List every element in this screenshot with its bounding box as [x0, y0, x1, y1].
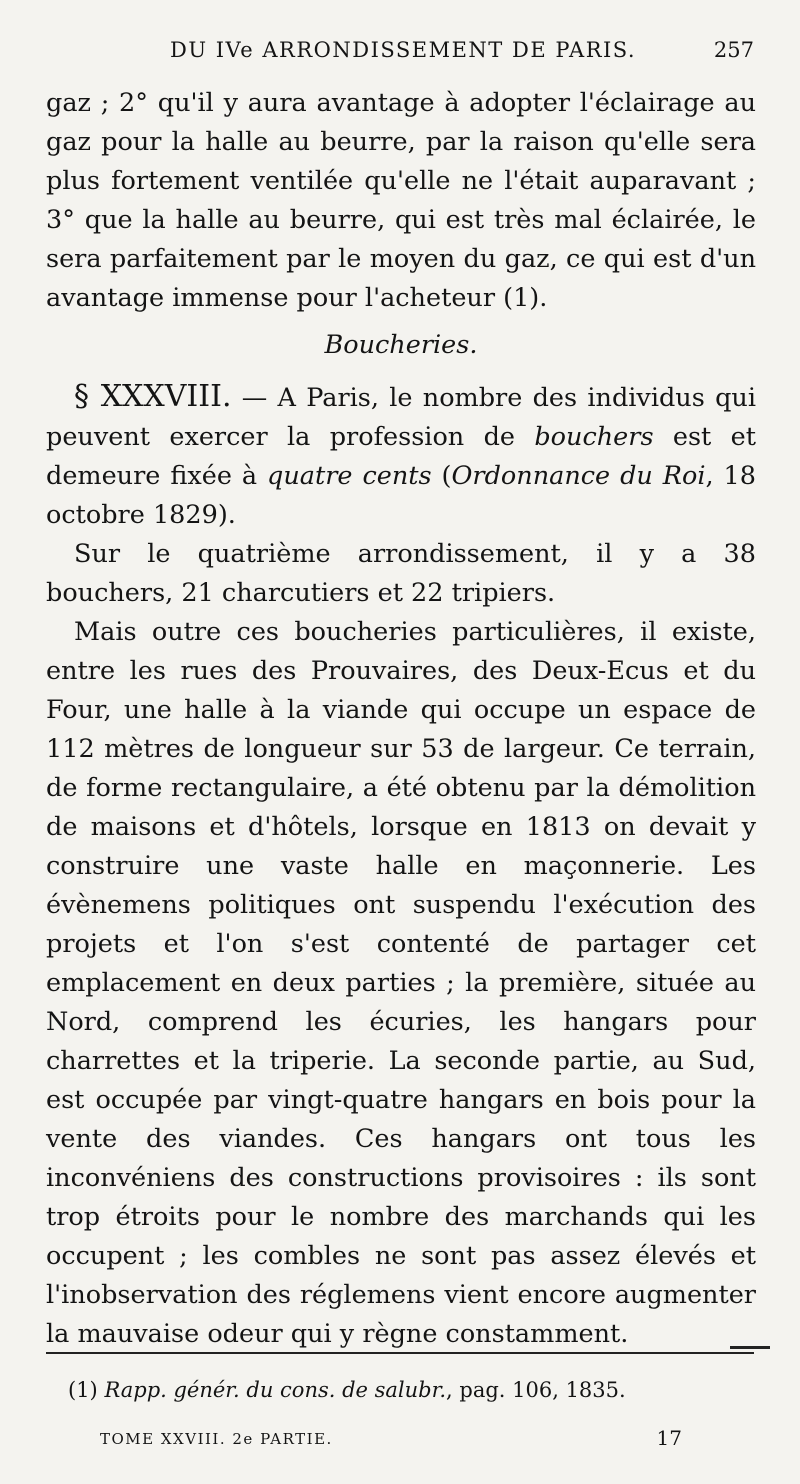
- running-title: DU IVe ARRONDISSEMENT DE PARIS.: [170, 38, 637, 62]
- paragraph-meat-hall: Mais outre ces boucheries particulières, il existe, entre les rues des Prouvaires, des Deux-Ecus et du Four, une halle à la viande qui occupe un espace de 112 mètres de longueur sur 53 de largeur. Ce terrain, de forme rectangulaire, a été obtenu par la démolition de maisons et d'hôtels, lorsque en 1813 on devait y construire une vaste halle en maçonnerie. Les évènemens politiques ont suspendu l'exécution des projets et l'on s'est contenté de partager cet emplacement en deux parties ; la première, située au Nord, comprend les écuries, les hangars pour charrettes et la triperie. La seconde partie, au Sud, est occupée par vingt-quatre hangars en bois pour la vente des viandes. Ces hangars ont tous les inconvéniens des constructions provisoires : ils sont trop étroits pour le nombre des marchands qui les occupent ; les combles ne sont pas assez élevés et l'inobservation des réglemens vient encore augmenter la mauvaise odeur qui y règne constamment.: [46, 617, 756, 1349]
- italic-term: quatre cents: [267, 461, 432, 491]
- page-number: 257: [713, 38, 754, 62]
- paragraph-section-xxxviii: [46, 377, 756, 535]
- footnote: [68, 1378, 626, 1402]
- footnote-rule: [46, 1352, 754, 1354]
- paragraph-text: est et demeure fixée à: [46, 422, 756, 491]
- paragraph-continued: gaz ; 2° qu'il y aura avantage à adopter l'éclairage au gaz pour la halle au beurre, par la raison qu'elle sera plus fortement ventilée qu'elle ne l'était auparavant ; 3° que la halle au beurre, qui est très mal éclairée, le sera parfaitement par le moyen du gaz, ce qui est d'un avantage immense pour l'acheteur (1).: [46, 88, 756, 313]
- paragraph-butcher-counts: Sur le quatrième arrondissement, il y a 38 bouchers, 21 charcutiers et 22 tripiers.: [46, 539, 756, 608]
- paragraph-text: — A Paris, le nombre des individus qui peuvent exercer la profession de: [46, 383, 756, 452]
- section-heading-boucheries: Boucheries.: [324, 330, 478, 360]
- footnote-marker: (1): [68, 1378, 98, 1402]
- body-text: [46, 84, 756, 1354]
- running-header: [150, 38, 754, 78]
- footnote-reference: , pag. 106, 1835.: [446, 1378, 626, 1402]
- italic-citation: Ordonnance du Roi: [451, 461, 706, 491]
- section-number: § XXXVIII.: [74, 379, 232, 414]
- paragraph-text: , 18 octobre 1829).: [46, 461, 756, 530]
- footnote-rule-end: [730, 1346, 770, 1349]
- paragraph-text: (: [431, 461, 452, 491]
- italic-term: bouchers: [534, 422, 654, 452]
- signature-number: 17: [656, 1426, 682, 1450]
- volume-signature: TOME XXVIII. 2e PARTIE.: [100, 1430, 333, 1448]
- footnote-source: Rapp. génér. du cons. de salubr.: [104, 1378, 447, 1402]
